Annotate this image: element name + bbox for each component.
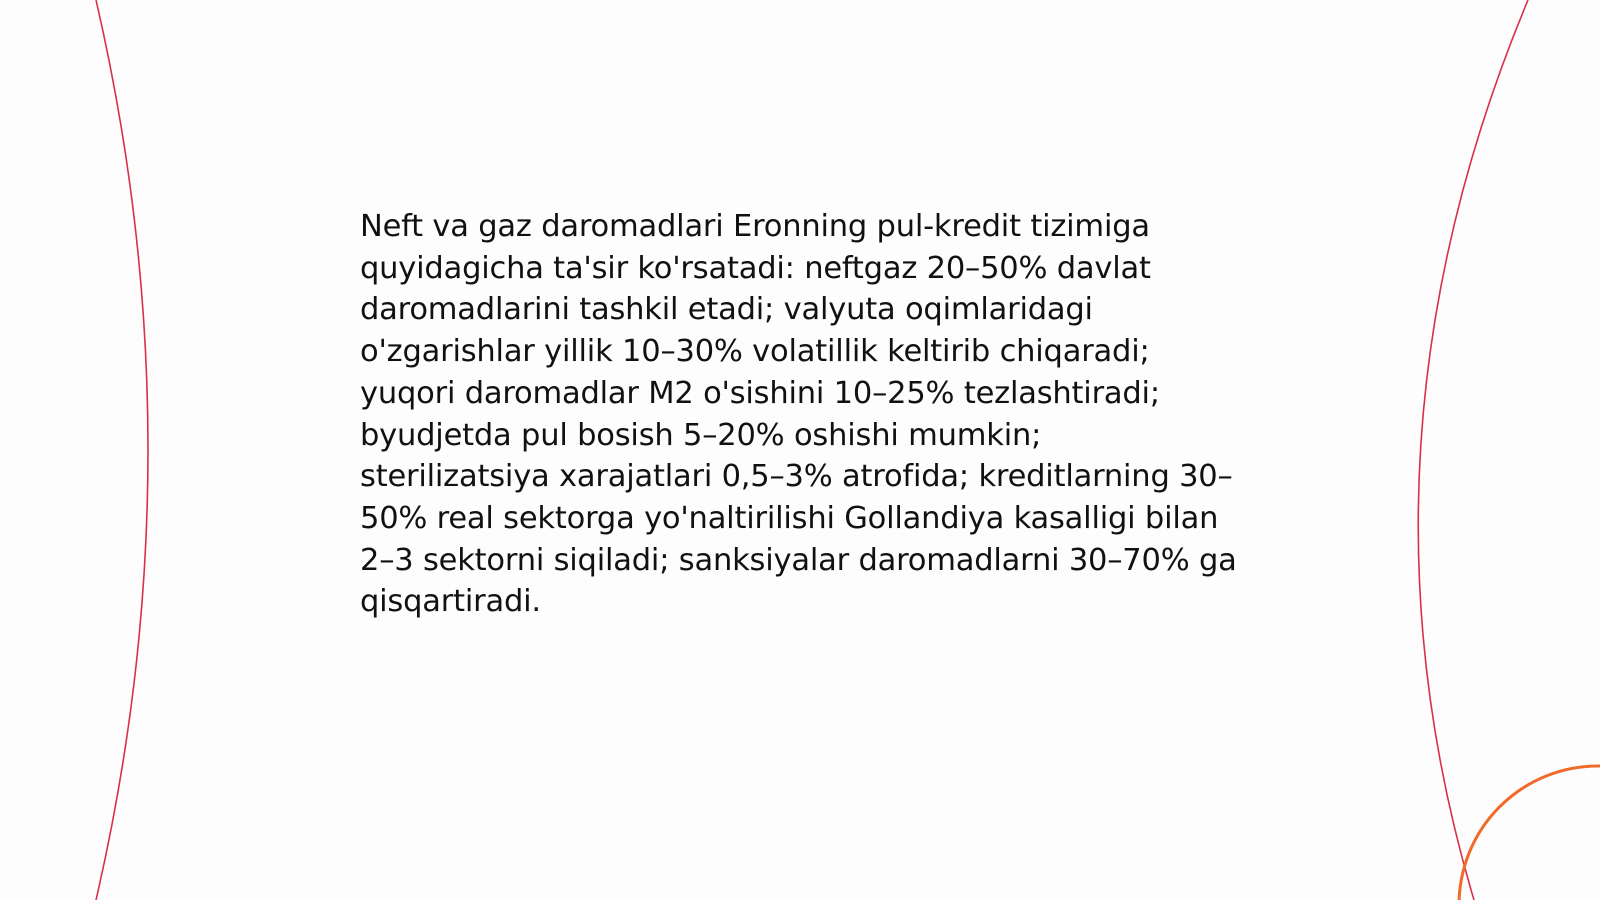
- corner-circle: [1459, 766, 1600, 900]
- right-arc: [1418, 0, 1528, 900]
- slide-body-text: Neft va gaz daromadlari Eronning pul-kredit tizimiga quyidagicha ta'sir ko'rsatadi: neftgaz 20–50% davlat daromadlarini tashkil etadi; valyuta oqimlaridagi o'zgarishlar yillik 10–30% volatillik keltirib chiqaradi; yuqori daromadlar M2 o'sishini 10–25% tezlashtiradi; byudjetda pul bosish 5–20% oshishi mumkin; sterilizatsiya xarajatlari 0,5–3% atrofida; kreditlarning 30–50% real sektorga yo'naltirilishi Gollandiya kasalligi bilan 2–3 sektorni siqiladi; sanksiyalar daromadlarni 30–70% ga qisqartiradi.: [360, 209, 1237, 620]
- left-arc: [96, 0, 148, 900]
